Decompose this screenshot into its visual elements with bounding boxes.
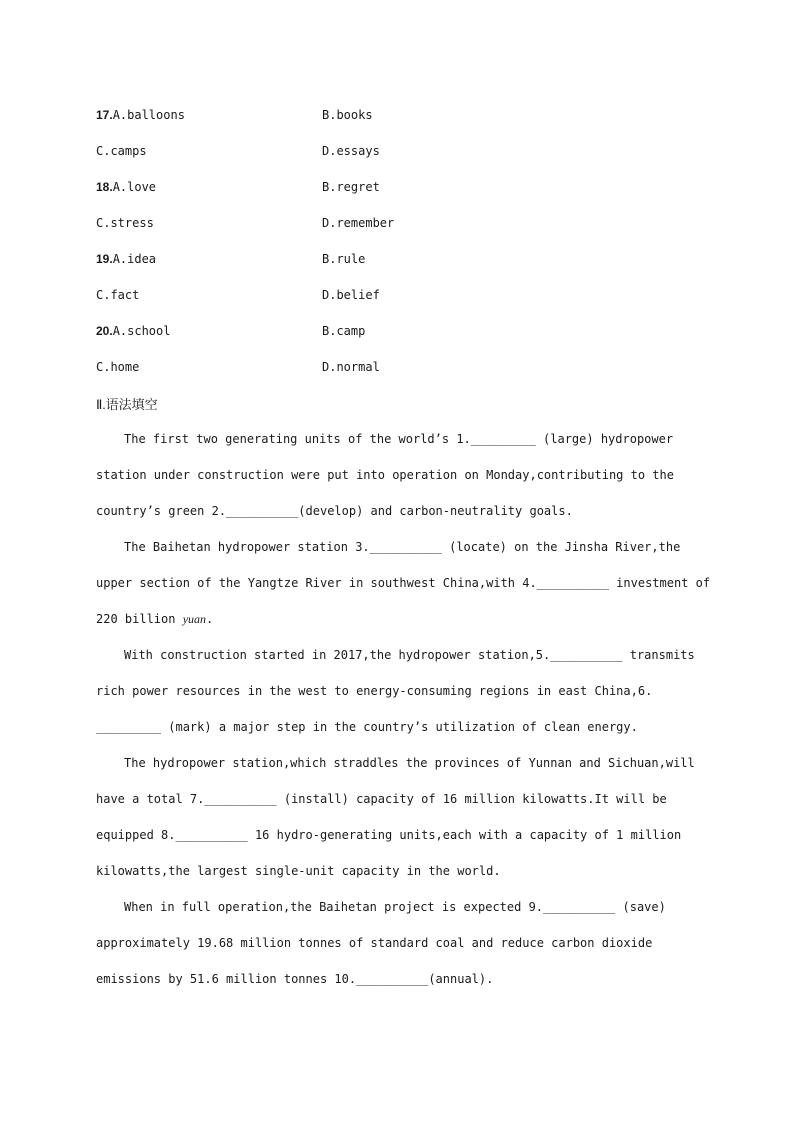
question-20-option-a — [96, 323, 170, 339]
passage-text: . — [206, 612, 214, 626]
option-text: A.balloons — [112, 108, 185, 122]
question-20-option-c: C.home — [96, 360, 140, 374]
passage-line: kilowatts,the largest single-unit capacity in the world. — [96, 864, 501, 878]
question-19-option-c: C.fact — [96, 288, 140, 302]
question-18-option-b: B.regret — [322, 180, 380, 194]
passage-line: The Baihetan hydropower station 3.__________ (locate) on the Jinsha River,the — [124, 540, 681, 554]
question-number: 20. — [96, 324, 113, 338]
question-18-option-d: D.remember — [322, 216, 395, 230]
section-heading: Ⅱ.语法填空 — [96, 397, 158, 412]
question-18-option-c: C.stress — [96, 216, 154, 230]
passage-line: When in full operation,the Baihetan project is expected 9.__________ (save) — [124, 900, 666, 914]
passage-line: The first two generating units of the world’s 1._________ (large) hydropower — [124, 432, 674, 446]
passage-line: _________ (mark) a major step in the country’s utilization of clean energy. — [96, 720, 638, 734]
option-text: A.idea — [112, 252, 157, 266]
passage-line: have a total 7.__________ (install) capacity of 16 million kilowatts.It will be — [96, 792, 667, 806]
passage-line: country’s green 2.__________(develop) and carbon-neutrality goals. — [96, 504, 573, 518]
question-17-option-c: C.camps — [96, 144, 147, 158]
passage-line: emissions by 51.6 million tonnes 10.__________(annual). — [96, 972, 494, 986]
passage-line: rich power resources in the west to energy-consuming regions in east China,6. — [96, 684, 653, 698]
question-20-option-b: B.camp — [322, 324, 366, 338]
question-17-option-d: D.essays — [322, 144, 380, 158]
option-text: A.love — [112, 180, 157, 194]
question-19-option-b: B.rule — [322, 252, 366, 266]
passage-line: The hydropower station,which straddles the provinces of Yunnan and Sichuan,will — [124, 756, 695, 770]
question-19-option-a — [96, 251, 156, 267]
question-17-option-a — [96, 107, 185, 123]
question-number: 18. — [96, 180, 113, 194]
passage-line: upper section of the Yangtze River in southwest China,with 4.__________ investment of — [96, 576, 711, 590]
option-text: A.school — [112, 324, 171, 338]
passage-line: approximately 19.68 million tonnes of standard coal and reduce carbon dioxide — [96, 936, 653, 950]
question-18-option-a — [96, 179, 156, 195]
passage-italic-word: yuan — [182, 612, 207, 626]
passage-line — [96, 611, 696, 627]
question-number: 19. — [96, 252, 113, 266]
passage-line: With construction started in 2017,the hydropower station,5.__________ transmits — [124, 648, 695, 662]
question-19-option-d: D.belief — [322, 288, 380, 302]
question-number: 17. — [96, 108, 113, 122]
passage-text: 220 billion — [96, 612, 183, 626]
question-17-option-b: B.books — [322, 108, 373, 122]
passage-line: station under construction were put into operation on Monday,contributing to the — [96, 468, 674, 482]
passage-line: equipped 8.__________ 16 hydro-generating units,each with a capacity of 1 million — [96, 828, 682, 842]
question-20-option-d: D.normal — [322, 360, 380, 374]
